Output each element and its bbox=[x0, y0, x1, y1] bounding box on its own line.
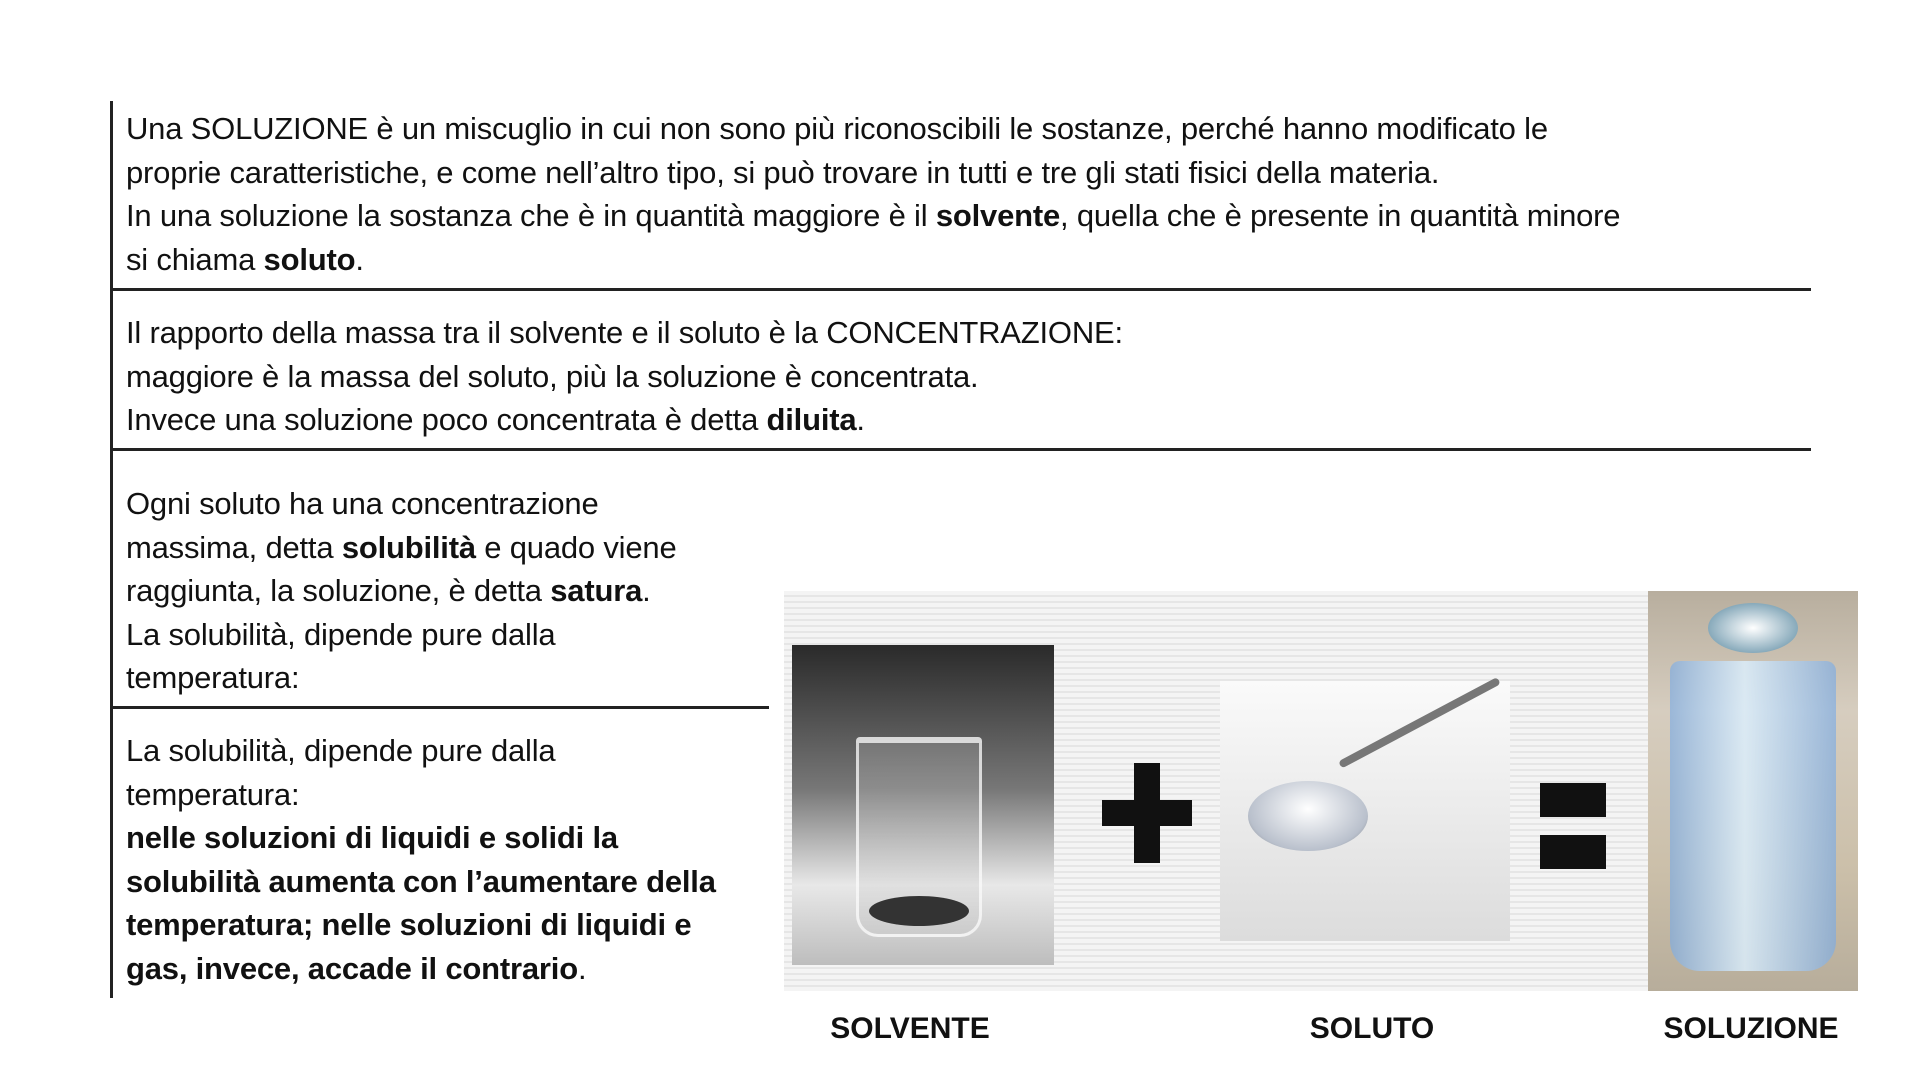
temperature-paragraph bbox=[126, 729, 716, 991]
text: . bbox=[355, 241, 364, 277]
text: massima, detta bbox=[126, 529, 342, 565]
concentration-paragraph bbox=[126, 311, 1123, 442]
text: In una soluzione la sostanza che è in quantità maggiore è il bbox=[126, 198, 936, 234]
text-line bbox=[126, 947, 716, 991]
text: . bbox=[856, 402, 865, 438]
label-soluzione: SOLUZIONE bbox=[1663, 1012, 1839, 1045]
divider bbox=[111, 706, 769, 709]
text-line: temperatura: bbox=[126, 660, 300, 696]
label-solvente: SOLVENTE bbox=[830, 1012, 990, 1045]
text: si chiama bbox=[126, 241, 264, 277]
text-line bbox=[126, 194, 1620, 238]
left-border bbox=[110, 101, 113, 998]
text-line: La solubilità, dipende pure dalla bbox=[126, 733, 556, 768]
text-line bbox=[126, 526, 676, 570]
bold-term: satura bbox=[550, 573, 643, 609]
bold-term: solubilità bbox=[341, 529, 476, 565]
solution-glass-image bbox=[1648, 591, 1858, 991]
plus-icon bbox=[1102, 763, 1192, 863]
text: Invece una soluzione poco concentrata è detta bbox=[126, 402, 767, 438]
solubility-paragraph bbox=[126, 482, 676, 700]
bold-line: temperatura; nelle soluzioni di liquidi e bbox=[126, 907, 692, 943]
text: . bbox=[642, 573, 651, 609]
text-line bbox=[126, 569, 676, 613]
equals-icon bbox=[1540, 783, 1606, 887]
text-line: La solubilità, dipende pure dalla bbox=[126, 616, 556, 652]
text: e quado viene bbox=[475, 529, 677, 565]
text-line: temperatura: bbox=[126, 776, 300, 812]
bold-term: soluto bbox=[263, 241, 356, 277]
bold-line: gas, invece, accade il contrario bbox=[126, 950, 578, 986]
bold-term: diluita bbox=[766, 402, 857, 438]
text-line: Ogni soluto ha una concentrazione bbox=[126, 486, 599, 521]
text: . bbox=[577, 950, 587, 986]
bold-line: solubilità aumenta con l’aumentare della bbox=[126, 863, 716, 899]
divider bbox=[111, 288, 1811, 291]
text-line: proprie caratteristiche, e come nell’altro tipo, si può trovare in tutti e tre gli stati fisici della materia. bbox=[126, 154, 1440, 190]
solution-definition bbox=[126, 107, 1620, 281]
salt-spoon-image bbox=[1220, 681, 1510, 941]
divider bbox=[111, 448, 1811, 451]
water-glass-image bbox=[792, 645, 1054, 965]
text: , quella che è presente in quantità minore bbox=[1060, 198, 1621, 234]
text-line: Il rapporto della massa tra il solvente e il soluto è la CONCENTRAZIONE: bbox=[126, 315, 1123, 350]
text-line bbox=[126, 398, 1123, 442]
text-line: maggiore è la massa del soluto, più la soluzione è concentrata. bbox=[126, 358, 979, 394]
text-line: Una SOLUZIONE è un miscuglio in cui non sono più riconoscibili le sostanze, perché hanno modificato le bbox=[126, 111, 1548, 146]
solution-illustration bbox=[784, 591, 1858, 991]
text-line bbox=[126, 238, 1620, 282]
bold-term: solvente bbox=[935, 198, 1061, 234]
label-soluto: SOLUTO bbox=[1309, 1012, 1435, 1045]
bold-line: nelle soluzioni di liquidi e solidi la bbox=[126, 820, 618, 856]
text: raggiunta, la soluzione, è detta bbox=[126, 573, 551, 609]
